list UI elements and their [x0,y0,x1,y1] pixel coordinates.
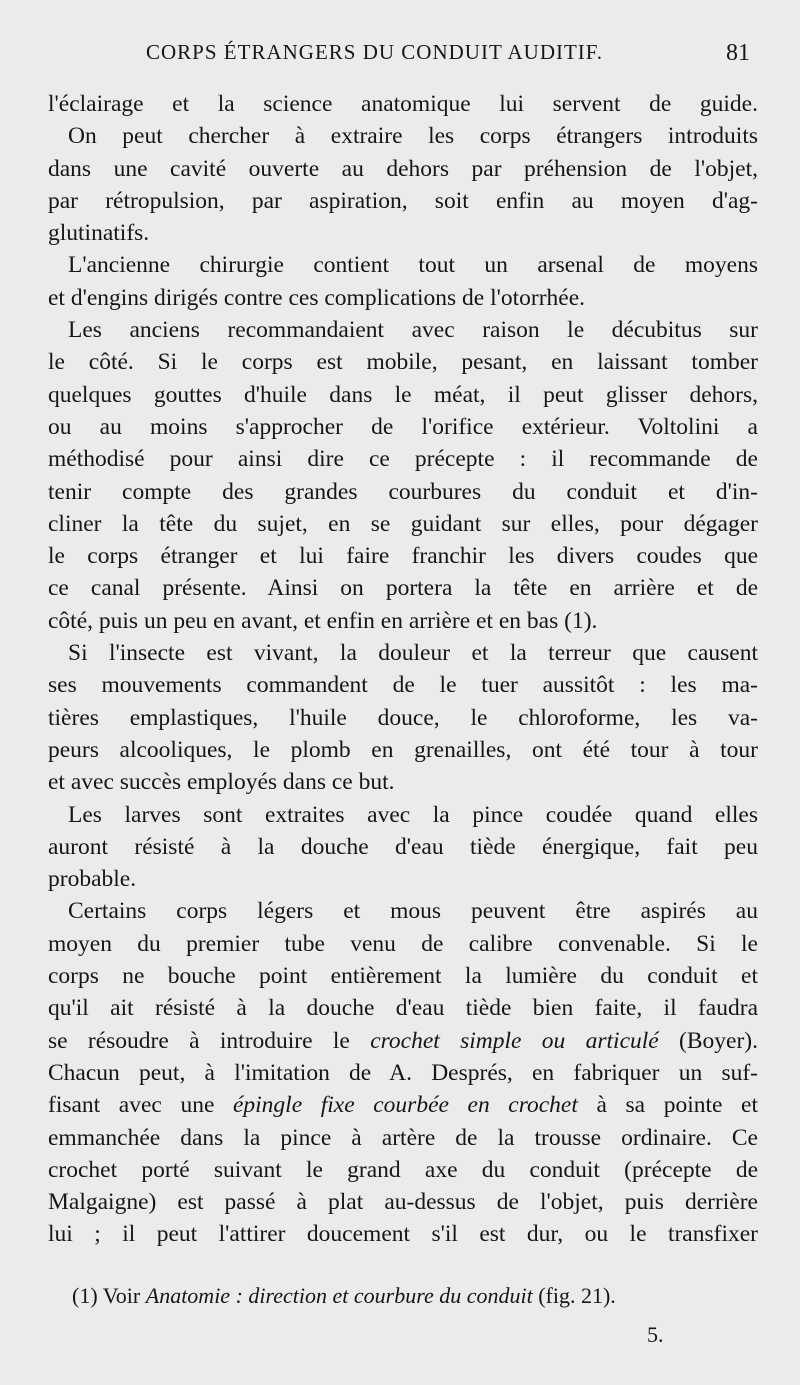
text-line: ce canal présente. Ainsi on portera la tête en arrière et de [48,575,758,602]
text-segment: fisant avec une [48,1092,215,1119]
italic-term: crochet simple ou articulé [370,1027,659,1054]
text-line: le corps étranger et lui faire franchir les divers coudes que [48,543,758,570]
text-line: méthodisé pour ainsi dire ce précepte : il recommande de [48,446,758,473]
text-line: Chacun peut, à l'imitation de A. Després, en fabriquer un suf- [48,1059,758,1086]
text-line: le côté. Si le corps est mobile, pesant, en laissant tomber [48,349,758,376]
text-segment: se résoudre à introduire le [48,1027,350,1054]
text-line: Les anciens recommandaient avec raison le décubitus sur [68,317,758,344]
text-line: lui ; il peut l'attirer doucement s'il est dur, ou le transfixer [48,1221,758,1248]
text-line: côté, puis un peu en avant, et enfin en arrière et en bas (1). [48,607,598,634]
text-line: Certains corps légers et mous peuvent être aspirés au [68,898,758,925]
footnote-italic: Anatomie : direction et courbure du conduit [145,1283,533,1308]
text-line: emmanchée dans la pince à artère de la trousse ordinaire. Ce [48,1124,758,1151]
body-text [48,88,758,1251]
text-line: et d'engins dirigés contre ces complications de l'otorrhée. [48,284,586,311]
text-line: ses mouvements commandent de le tuer aussitôt : les ma- [48,672,758,699]
text-segment: (Boyer). [679,1027,759,1054]
text-line: et avec succès employés dans ce but. [48,769,395,796]
text-line: Si l'insecte est vivant, la douleur et la terreur que causent [68,640,758,667]
text-line: tières emplastiques, l'huile douce, le chloroforme, les va- [48,704,758,731]
page-number: 81 [726,40,750,66]
text-line: peurs alcooliques, le plomb en grenailles, ont été tour à tour [48,736,758,763]
text-line: qu'il ait résisté à la douche d'eau tiède bien faite, il faudra [48,995,758,1022]
text-line: l'éclairage et la science anatomique lui servent de guide. [48,91,758,117]
text-line: corps ne bouche point entièrement la lumière du conduit et [48,963,758,990]
text-line: tenir compte des grandes courbures du conduit et d'in- [48,478,758,505]
italic-term: épingle fixe courbée en crochet [232,1092,578,1119]
text-line: par rétropulsion, par aspiration, soit enfin au moyen d'ag- [48,187,758,214]
text-line: On peut chercher à extraire les corps étrangers introduits [68,123,758,150]
signature-mark: 5. [647,1322,664,1347]
footnote [72,1283,762,1309]
text-line: probable. [48,866,137,893]
text-line: cliner la tête du sujet, en se guidant sur elles, pour dégager [48,510,758,537]
text-line: Les larves sont extraites avec la pince coudée quand elles [68,801,758,828]
page-header [0,40,800,70]
footnote-tail: (fig. 21). [538,1283,616,1308]
text-line: Malgaigne) est passé à plat au-dessus de l'objet, puis derrière [48,1189,758,1216]
text-line: glutinatifs. [48,220,150,247]
text-line: auront résisté à la douche d'eau tiède énergique, fait peu [48,833,758,860]
text-segment: à sa pointe et [596,1092,758,1119]
text-line: dans une cavité ouverte au dehors par préhension de l'objet, [48,155,758,182]
text-line: quelques gouttes d'huile dans le méat, il peut glisser dehors, [48,381,758,408]
text-line: L'ancienne chirurgie contient tout un arsenal de moyens [68,252,758,279]
text-line: crochet porté suivant le grand axe du conduit (précepte de [48,1156,758,1183]
footnote-marker: (1) Voir [72,1283,141,1308]
text-line: ou au moins s'approcher de l'orifice extérieur. Voltolini a [48,413,758,440]
text-line [48,1089,758,1121]
text-line: moyen du premier tube venu de calibre convenable. Si le [48,930,758,957]
running-title: CORPS ÉTRANGERS DU CONDUIT AUDITIF. [146,40,604,64]
text-line [48,1025,758,1057]
